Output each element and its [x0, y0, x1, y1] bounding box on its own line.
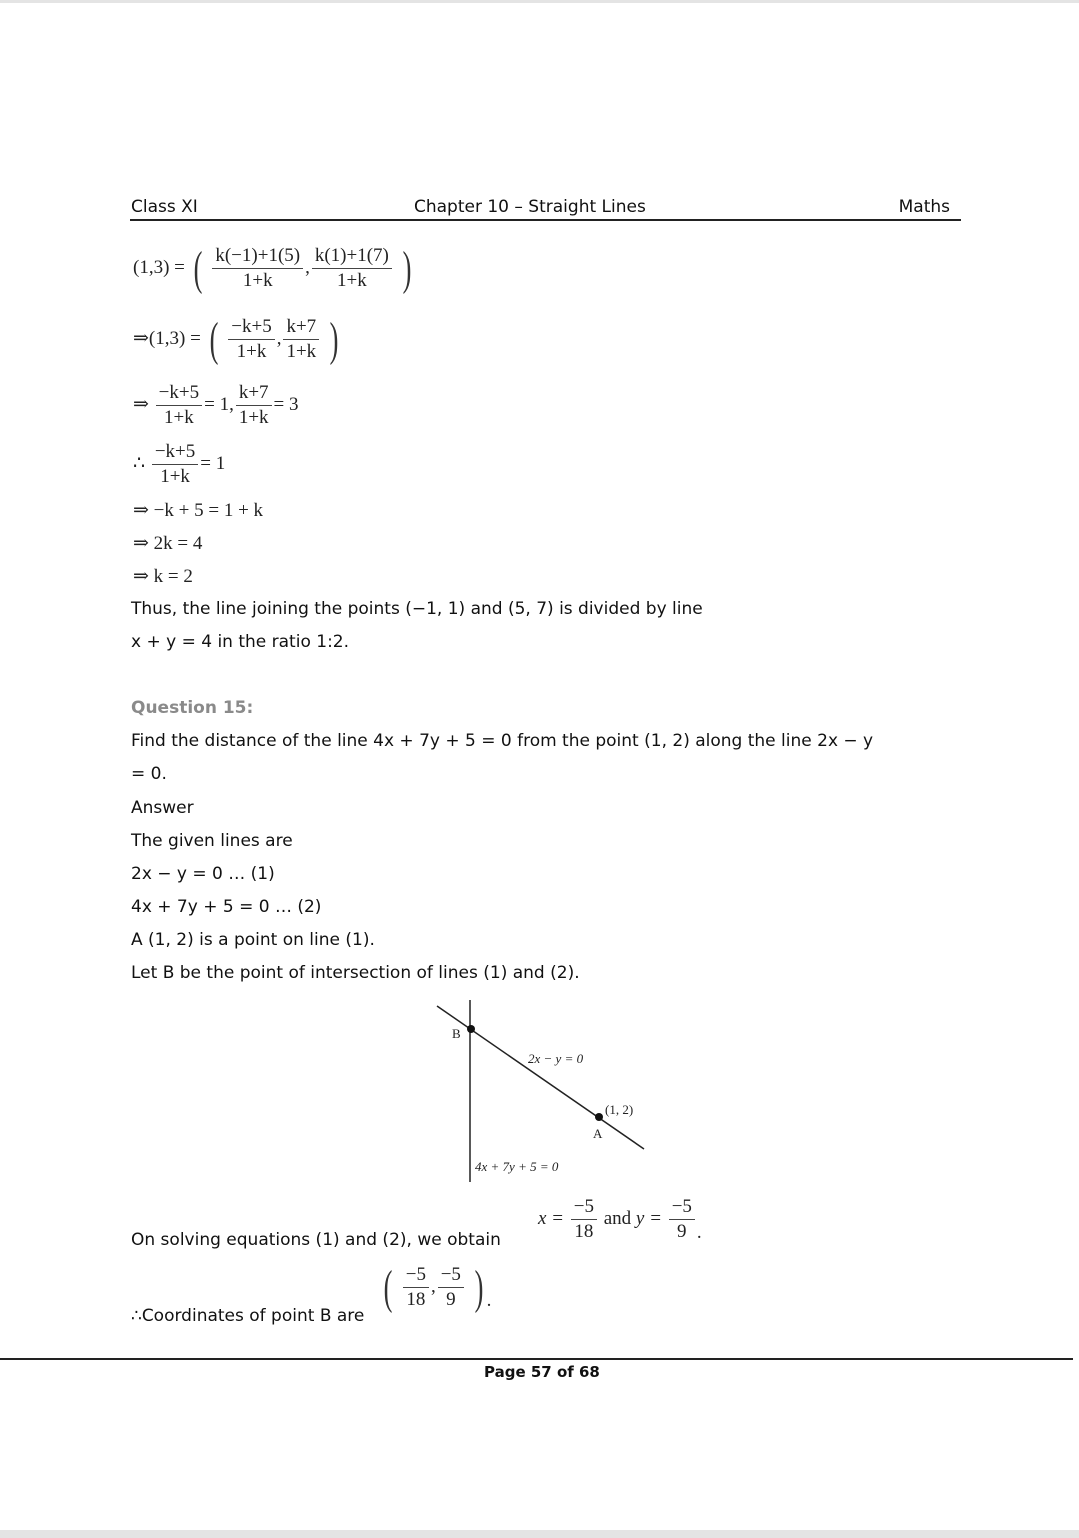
denominator: 1+k — [238, 407, 269, 428]
footer-divider — [0, 1358, 1073, 1360]
x-var: x = — [538, 1207, 565, 1229]
denominator: 1+k — [337, 270, 367, 291]
numerator: −k+5 — [152, 440, 198, 465]
page-header — [130, 196, 961, 221]
denominator: 1+k — [286, 341, 317, 362]
diagram-svg — [430, 1000, 660, 1185]
conclusion-line-2: x + y = 4 in the ratio 1:2. — [131, 632, 350, 652]
page-number: Page 57 of 68 — [484, 1363, 600, 1381]
subject-label: Maths — [898, 197, 950, 217]
point-B-dot — [467, 1025, 475, 1033]
chapter-title: Chapter 10 – Straight Lines — [414, 197, 646, 217]
solving-text: On solving equations (1) and (2), we obtain — [131, 1230, 501, 1250]
label-line-2: 4x + 7y + 5 = 0 — [475, 1159, 559, 1174]
fraction — [312, 244, 392, 293]
fraction — [438, 1263, 464, 1312]
math-step-4 — [133, 440, 225, 489]
step2-lhs: ⇒(1,3) = — [133, 327, 201, 349]
numerator: k(1)+1(7) — [312, 244, 392, 269]
equation-2: 4x + 7y + 5 = 0 … (2) — [131, 897, 322, 917]
fraction — [283, 315, 319, 364]
numerator: −5 — [438, 1263, 464, 1288]
question-text-line-1: Find the distance of the line 4x + 7y + 5 = 0 from the point (1, 2) along the line 2x − y — [131, 731, 874, 751]
fraction — [152, 440, 198, 489]
math-step-7: ⇒ k = 2 — [133, 566, 193, 587]
period: . — [696, 1221, 702, 1243]
point-b-coords: ( $\frac{-5}{18}$ , $\frac{-5}{9}$ ) . — [383, 1260, 492, 1314]
close-paren: ) — [474, 1260, 484, 1314]
bottom-border — [0, 1530, 1079, 1538]
period: . — [486, 1289, 492, 1311]
question-heading: Question 15: — [131, 698, 254, 718]
therefore-symbol: ∴ — [133, 452, 146, 474]
numerator: −5 — [571, 1195, 597, 1220]
math-step-5: ⇒ −k + 5 = 1 + k — [133, 500, 264, 521]
denominator: 18 — [574, 1221, 594, 1242]
numerator: −5 — [669, 1195, 695, 1220]
numerator: −k+5 — [228, 315, 274, 340]
denominator: 18 — [406, 1289, 426, 1310]
answer-line: Let B be the point of intersection of lines (1) and (2). — [131, 963, 580, 983]
equals-one: = 1, — [204, 393, 234, 415]
fraction — [236, 381, 272, 430]
implies-symbol: ⇒ — [133, 393, 149, 415]
denominator: 1+k — [236, 341, 267, 362]
question-text-line-2: = 0. — [131, 764, 167, 784]
numerator: −5 — [403, 1263, 429, 1288]
step1-lhs: (1,3) = — [133, 256, 185, 278]
class-label: Class XI — [131, 197, 198, 217]
equation-1: 2x − y = 0 … (1) — [131, 864, 275, 884]
answer-line: A (1, 2) is a point on line (1). — [131, 930, 375, 950]
label-A-coords: (1, 2) — [605, 1102, 634, 1117]
denominator: 1+k — [160, 466, 190, 487]
close-paren: ) — [402, 241, 412, 295]
label-line-1: 2x − y = 0 — [528, 1051, 584, 1066]
numerator: k+7 — [283, 315, 319, 340]
open-paren: ( — [193, 241, 203, 295]
fraction — [228, 315, 274, 364]
solution-xy — [538, 1195, 702, 1244]
numerator: k(−1)+1(5) — [212, 244, 303, 269]
open-paren: ( — [209, 312, 218, 366]
close-paren: ) — [329, 312, 339, 366]
open-paren: ( — [383, 1260, 393, 1314]
math-step-3 — [133, 381, 299, 430]
denominator: 1+k — [164, 407, 194, 428]
answer-label: Answer — [131, 798, 194, 818]
equals-three: = 3 — [273, 393, 299, 415]
equals-one: = 1 — [200, 452, 226, 474]
coords-text: ∴Coordinates of point B are — [131, 1306, 365, 1326]
denominator: 9 — [677, 1221, 687, 1242]
and-word: and — [603, 1207, 632, 1229]
y-var: y = — [635, 1207, 662, 1229]
fraction — [212, 244, 303, 293]
point-A-dot — [595, 1113, 603, 1121]
top-border — [0, 0, 1079, 3]
lines-diagram — [430, 1000, 660, 1185]
fraction — [156, 381, 202, 430]
numerator: k+7 — [236, 381, 272, 406]
denominator: 1+k — [242, 270, 273, 291]
math-step-1: (1,3) = ( $\frac{k(-1)+1(5)}{1+k}$ , $\frac{k(1)+1(7)}{1+k}$ ) — [133, 241, 412, 295]
fraction — [571, 1195, 597, 1244]
numerator: −k+5 — [156, 381, 202, 406]
math-step-2: ⇒(1,3) = ( $\frac{-k+5}{1+k}$ , $\frac{k+7}{1+k}$ ) — [133, 312, 339, 366]
denominator: 9 — [446, 1289, 456, 1310]
fraction — [669, 1195, 695, 1244]
answer-line: The given lines are — [131, 831, 293, 851]
math-step-6: ⇒ 2k = 4 — [133, 533, 203, 554]
fraction — [403, 1263, 429, 1312]
conclusion-line-1: Thus, the line joining the points (−1, 1) and (5, 7) is divided by line — [131, 599, 703, 619]
label-B: B — [452, 1026, 461, 1041]
label-A: A — [593, 1126, 603, 1141]
